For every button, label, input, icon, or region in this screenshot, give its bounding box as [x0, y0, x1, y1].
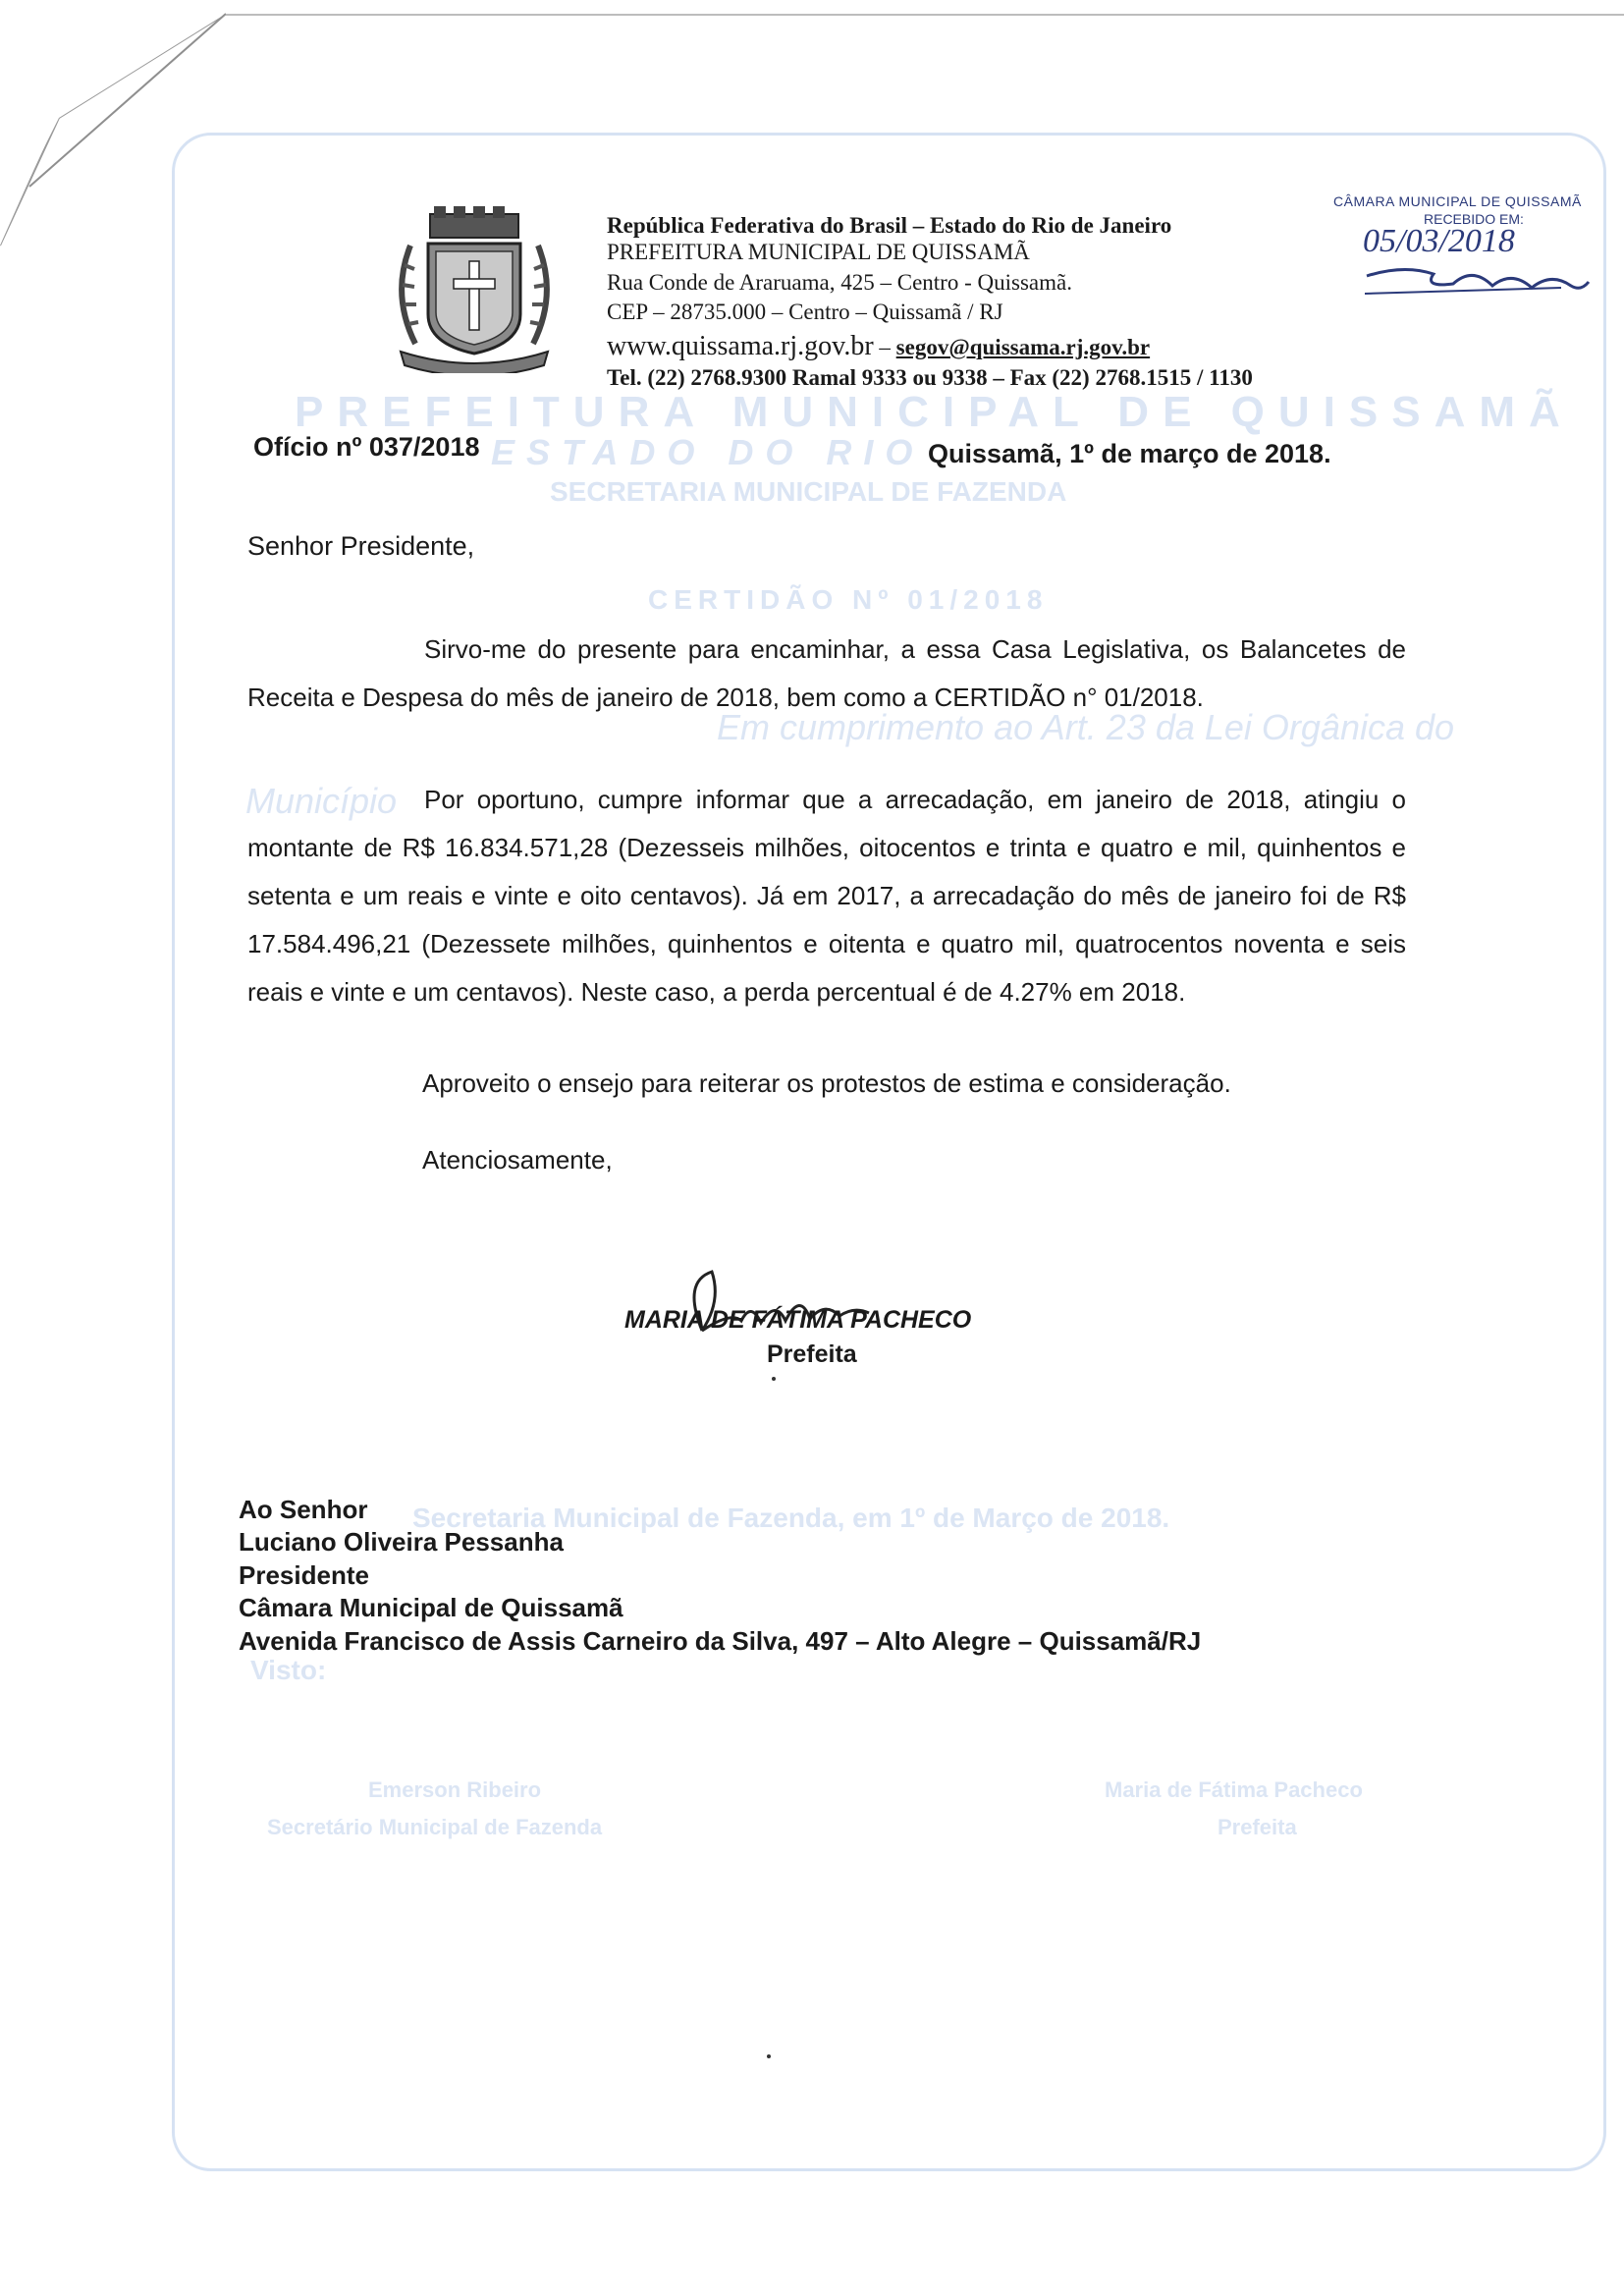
watermark-sig2-name: Maria de Fátima Pacheco — [1105, 1777, 1363, 1802]
watermark-title: PREFEITURA MUNICIPAL DE QUISSAMÃ — [295, 388, 1574, 436]
body-paragraph-1 — [247, 626, 1406, 722]
website-link[interactable]: www.quissama.rj.gov.br — [607, 331, 874, 361]
paragraph-3-text: Aproveito o ensejo para reiterar os protestos de estima e consideração. — [422, 1068, 1231, 1098]
letterhead-line4: CEP – 28735.000 – Centro – Quissamã / RJ — [607, 300, 1003, 324]
letterhead-phones: Tel. (22) 2768.9300 Ramal 9333 ou 9338 – Fax (22) 2768.1515 / 1130 — [607, 365, 1253, 390]
stamp-date: 05/03/2018 — [1363, 223, 1515, 259]
letterhead-line3: Rua Conde de Araruama, 425 – Centro - Quissamã. — [607, 270, 1072, 295]
watermark-sig1-title: Secretário Municipal de Fazenda — [267, 1815, 603, 1839]
dot-mark-bottom — [767, 2054, 771, 2058]
watermark-visto: Visto: — [250, 1655, 327, 1685]
closing: Atenciosamente, — [422, 1145, 613, 1175]
watermark-text2: Município — [245, 781, 398, 821]
addressee-line1: Ao Senhor — [239, 1495, 368, 1524]
watermark-sig1-name: Emerson Ribeiro — [368, 1777, 542, 1802]
watermark-text1: Em cumprimento ao Art. 23 da Lei Orgânica do — [717, 707, 1455, 747]
watermark-footer: Secretaria Municipal de Fazenda, em 1º de Março de 2018. — [412, 1503, 1170, 1533]
addressee-institution: Câmara Municipal de Quissamã — [239, 1593, 623, 1622]
watermark-dept: SECRETARIA MUNICIPAL DE FAZENDA — [550, 476, 1067, 507]
place-and-date: Quissamã, 1º de março de 2018. — [928, 439, 1331, 468]
watermark-state: ESTADO DO RIO — [491, 432, 925, 472]
oficio-number: Ofício nº 037/2018 — [253, 432, 480, 462]
signatory-name: MARIA DE FÁTIMA PACHECO — [624, 1306, 972, 1334]
stamp-line1: CÂMARA MUNICIPAL DE QUISSAMÃ — [1333, 193, 1582, 209]
letterhead-line2: PREFEITURA MUNICIPAL DE QUISSAMÃ — [607, 240, 1030, 264]
page-top-edge — [226, 14, 1624, 16]
addressee-name: Luciano Oliveira Pessanha — [239, 1527, 564, 1557]
dot-mark — [772, 1377, 776, 1381]
municipal-coat-of-arms-icon — [391, 206, 558, 373]
contact-separator: – — [873, 335, 896, 359]
paragraph-1-text: Sirvo-me do presente para encaminhar, a essa Casa Legislativa, os Balancetes de Receita e Despesa do mês de janeiro de 2018, bem como a CERTIDÃO n° 01/2018. — [247, 634, 1406, 712]
received-stamp — [1326, 191, 1600, 300]
signatory-title: Prefeita — [767, 1340, 857, 1368]
stamp-signature-icon — [1365, 258, 1591, 300]
paragraph-2-text: Por oportuno, cumpre informar que a arrecadação, em janeiro de 2018, atingiu o montante de R$ 16.834.571,28 (Dezesseis milhões, oitocentos e trinta e quatro e mil, quinhentos e setenta e um reais e vinte e oito centavos). Já em 2017, a arrecadação do mês de janeiro foi de R$ 17.584.496,21 (Dezessete milhões, quinhentos e oitenta e quatro mil, quatrocentos noventa e seis reais e vinte e um centavos). Neste caso, a perda percentual é de 4.27% em 2018. — [247, 785, 1406, 1007]
email-link[interactable]: segov@quissama.rj.gov.br — [895, 335, 1151, 359]
addressee-role: Presidente — [239, 1560, 369, 1590]
watermark-sig2-title: Prefeita — [1218, 1815, 1297, 1839]
stamp-line2: RECEBIDO EM: — [1424, 211, 1524, 227]
watermark-cert: CERTIDÃO Nº 01/2018 — [648, 584, 1049, 615]
addressee-address: Avenida Francisco de Assis Carneiro da Silva, 497 – Alto Alegre – Quissamã/RJ — [239, 1626, 1202, 1656]
salutation: Senhor Presidente, — [247, 531, 475, 561]
letterhead-line1: República Federativa do Brasil – Estado do Rio de Janeiro — [607, 213, 1172, 238]
letterhead-contacts — [607, 331, 1150, 362]
body-paragraph-2 — [247, 776, 1406, 1016]
